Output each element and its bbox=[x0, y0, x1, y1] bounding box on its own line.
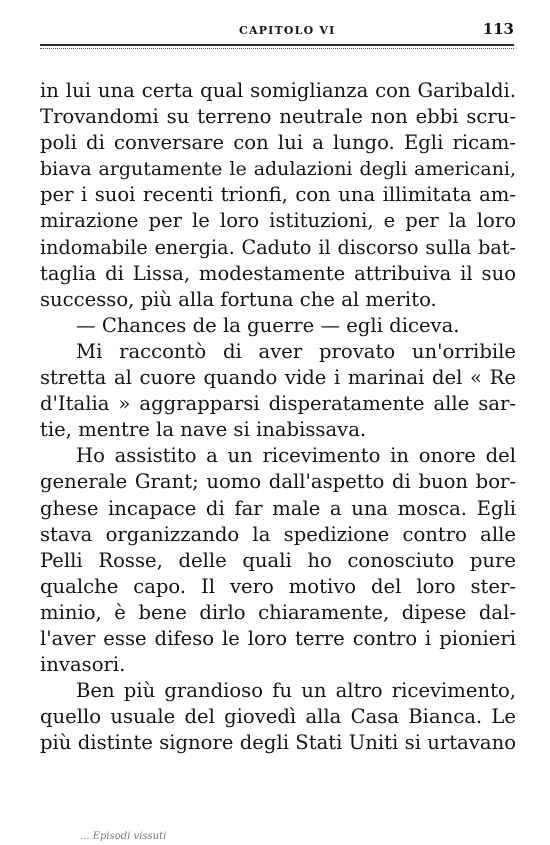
header-rule-dotted bbox=[40, 48, 514, 49]
text-line: taglia di Lissa, modestamente attribuiva il suo bbox=[40, 261, 516, 285]
body-text bbox=[40, 78, 516, 756]
text-line: tie, mentre la nave si inabissava. bbox=[40, 418, 367, 442]
text-line: Ho assistito a un ricevimento in onore del bbox=[76, 444, 516, 468]
page-number: 113 bbox=[482, 20, 514, 38]
text-line: l'aver esse difeso le loro terre contro i pionieri bbox=[40, 626, 516, 650]
text-line: quello usuale del giovedì alla Casa Bianca. Le bbox=[40, 705, 516, 729]
text-line: biava argutamente le adulazioni degli americani, bbox=[40, 158, 516, 181]
text-line: Mi raccontò di aver provato un'orribile bbox=[76, 339, 516, 363]
header-rule bbox=[40, 44, 514, 46]
text-line: d'Italia » aggrapparsi disperatamente alle sar- bbox=[40, 392, 516, 416]
text-line: mirazione per le loro istituzioni, e per la loro bbox=[40, 209, 516, 233]
text-line: invasori. bbox=[40, 653, 126, 677]
text-line: in lui una certa qual somiglianza con Garibaldi. bbox=[40, 79, 516, 102]
paragraph bbox=[40, 443, 516, 678]
paragraph bbox=[40, 313, 516, 339]
text-line: qualche capo. Il vero motivo del loro ster- bbox=[40, 574, 516, 598]
paragraph bbox=[40, 339, 516, 443]
text-line: per i suoi recenti trionfi, con una illimitata am- bbox=[40, 183, 516, 207]
text-line: poli di conversare con lui a lungo. Egli ricam- bbox=[40, 131, 516, 155]
text-line: Trovandomi su terreno neutrale non ebbi scru- bbox=[40, 105, 516, 129]
text-line: minio, è bene dirlo chiaramente, dipese dal- bbox=[40, 600, 516, 624]
text-line: Ben più grandioso fu un altro ricevimento, bbox=[76, 679, 516, 703]
chapter-title: CAPITOLO VI bbox=[239, 24, 336, 37]
text-line: successo, più alla fortuna che al merito. bbox=[40, 287, 437, 311]
text-line: stretta al cuore quando vide i marinai del « Re bbox=[40, 366, 516, 390]
footer-signature: ... Episodi vissuti bbox=[80, 831, 167, 842]
text-line: più distinte signore degli Stati Uniti si urtavano bbox=[40, 731, 516, 755]
text-line: indomabile energia. Caduto il discorso sulla bat- bbox=[40, 235, 516, 259]
text-line: — Chances de la guerre — egli diceva. bbox=[76, 313, 460, 337]
text-line: Pelli Rosse, delle quali ho conosciuto pure bbox=[40, 548, 516, 572]
text-line: generale Grant; uomo dall'aspetto di buon bor- bbox=[40, 470, 516, 494]
text-line: stava organizzando la spedizione contro alle bbox=[40, 522, 516, 546]
text-line: ghese incapace di far male a una mosca. Egli bbox=[40, 496, 516, 520]
paragraph bbox=[40, 678, 516, 756]
paragraph bbox=[40, 78, 516, 313]
